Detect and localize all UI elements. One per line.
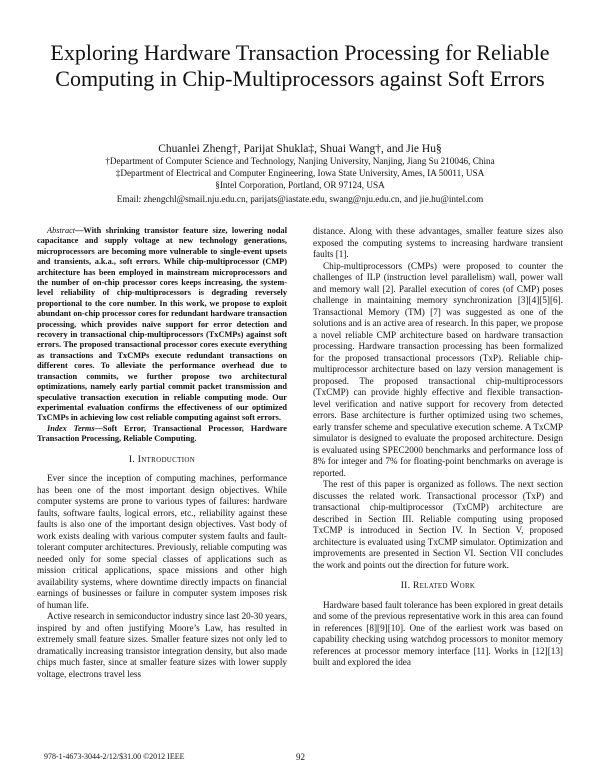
related-work-paragraph-1: Hardware based fault tolerance has been explored in great details and some of the previous representative work in this area can found in references [8][9][10]. One of the earliest work was based on capability checking using watchdog processors to monitor memory references at processor memory interface [11]. Works in [12][13] built and explored the idea: [313, 599, 563, 667]
copyright-footer: 978-1-4673-3044-2/12/$31.00 ©2012 IEEE: [44, 752, 185, 761]
body-paragraph-continued: distance. Along with these advantages, smaller feature sizes also exposed the computing systems to increasing hardware transient faults [1].: [313, 226, 563, 259]
section-heading-related-work: II. Related Work: [400, 581, 476, 591]
abstract: [37, 226, 287, 424]
paper-title: Exploring Hardware Transaction Processing for Reliable Computing in Chip-Multiprocessors against Soft Errors: [50, 40, 550, 91]
right-column: [313, 226, 563, 669]
author-emails: Email: zhengchl@smail.nju.edu.cn, parijats@iastate.edu, swang@nju.edu.cn, and jie.hu@intel.com: [116, 194, 484, 204]
intro-paragraph-2: Active research in semiconductor industry since last 20-30 years, inspired by and often justifying Moore’s Law, has resulted in extremely small feature sizes. Smaller feature sizes not only led to dramatically increasing transistor integration density, but also made chips much faster, since at smaller feature sizes with lower supply voltage, electrons travel less: [37, 611, 287, 679]
index-terms-label: Index Terms: [47, 423, 95, 433]
body-paragraph-organization: The rest of this paper is organized as follows. The next section discusses the related work. Transactional processor (TxP) and transactional chip-multiprocessor (TxCMP) architecture are described in Section III. Reliable computing using proposed TxCMP is introduced in Section IV. In Section V, proposed architecture is evaluated using TxCMP simulator. Optimization and improvements are presented in Section VI. Section VII concludes the work and points out the direction for future work.: [313, 479, 563, 570]
affiliation-2: ‡Department of Electrical and Computer Engineering, Iowa State University, Ames, IA 50011, USA: [115, 168, 485, 178]
body-paragraph-cmp: Chip-multiprocessors (CMPs) were proposed to counter the challenges of ILP (instruction level parallelism) wall, power wall and memory wall [2]. Parallel execution of cores (of CMP) poses challenge in maintaining memory synchronization [3][4][5][6]. Transactional Memory (TM) [7] was suggested as one of the solutions and is an active area of research. In this paper, we propose a novel reliable CMP architecture based on hardware transaction processing. Hardware transaction processing has been formalized for the proposed transactional processors (TxP). Reliable chip-multiprocessor architecture based on lazy version management is proposed. The proposed transactional chip-multiprocessors (TxCMP) can provide highly effective and flexible transaction-level verification and native support for recovery from detected errors. Base architecture is further optimized using two schemes, early transfer scheme and speculative execution scheme. A TxCMP simulator is designed to evaluate the proposed architecture. Design is evaluated using SPEC2000 benchmarks and performance loss of 8% for integer and 7% for floating-point benchmarks on average is reported.: [313, 260, 563, 478]
index-terms-text: —Soft Error, Transactional Processor, Hardware Transaction Processing, Reliable Computing.: [37, 423, 287, 444]
affiliation-1: †Department of Computer Science and Technology, Nanjing University, Nanjing, Jiang Su 210046, China: [105, 156, 495, 166]
abstract-text: —With shrinking transistor feature size, lowering nodal capacitance and supply voltage at new technology generations, microprocessors are becoming more vulnerable to single-event upsets and transients, a.k.a., soft errors. While chip-multiprocessor (CMP) architecture has been employed in mainstream microprocessors and the number of on-chip processor cores keeps increasing, the system-level reliability of chip-multiprocessors is degrading reversely proportional to the core number. In this work, we propose to exploit abundant on-chip processor cores for redundant hardware transaction processing, which provides naïve support for error detection and recovery in transactional chip-multiprocessors (TxCMPs) against soft errors. The proposed transactional processor cores execute everything as transactions and TxCMPs execute redundant transactions on different cores. To alleviate the performance overhead due to transaction commits, we further propose two architectural optimizations, namely early partial commit packet transmission and speculative transaction execution in reliable computing mode. Our experimental evaluation confirms the effectiveness of our optimized TxCMPs in achieving low cost reliable computing against soft errors.: [37, 226, 287, 423]
section-heading-introduction: I. Introduction: [128, 454, 196, 465]
left-column: [37, 226, 287, 680]
affiliations: [40, 155, 560, 205]
intro-paragraph-1: Ever since the inception of computing machines, performance has been one of the most important design objectives. While computer systems are prone to various types of failures: hardware faults, software faults, logical errors, etc., reliability against these faults is also one of the important design objectives. Vast body of work exists dealing with various computer system faults and fault-tolerant computer architectures. Previously, reliable computing was needed only for some special classes of applications such as mission critical applications, space missions and other high availability systems, where downtime directly impacts on financial earnings of businesses or failure in computer system imposes risk of human life.: [37, 473, 287, 610]
index-terms: [37, 424, 287, 445]
author-list: Chuanlei Zheng†, Parijat Shukla‡, Shuai Wang†, and Jie Hu§: [158, 143, 442, 155]
abstract-label: Abstract: [47, 226, 76, 235]
affiliation-3: §Intel Corporation, Portland, OR 97124, USA: [215, 180, 385, 190]
page-number: 92: [296, 752, 305, 762]
